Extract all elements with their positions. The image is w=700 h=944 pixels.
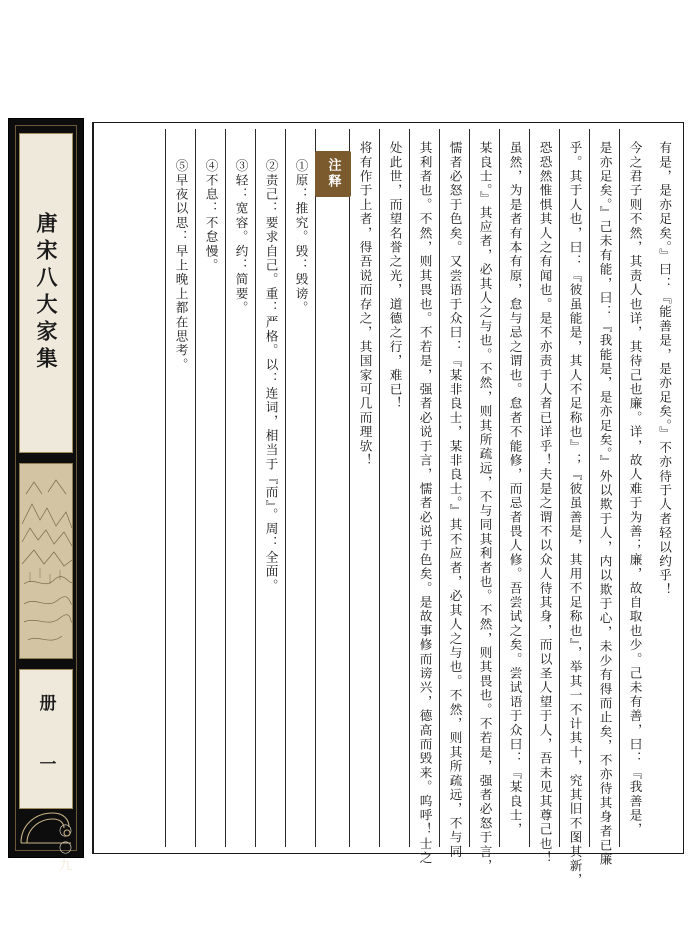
notes-heading-column (315, 129, 349, 847)
landscape-illustration-svg (20, 464, 73, 659)
note-column (285, 129, 315, 847)
volume-panel (19, 669, 73, 809)
column-text: 将有作于上者，得吾说而存之，其国家可几而理欤！ (357, 141, 373, 468)
text-column (379, 129, 409, 847)
text-block (92, 122, 684, 888)
note-text: ③轻：宽容。约：简要。 (233, 159, 249, 316)
text-column (469, 129, 499, 874)
landscape-illustration (19, 463, 73, 659)
text-column (529, 129, 559, 866)
note-column (195, 129, 225, 847)
column-text: 其利者也。不然，则其畏也。不若是，强者必说于言，懦者必说于色矣。是故事修而谤兴，德高而毁来。呜呼！士之 (417, 141, 433, 866)
text-column (499, 129, 529, 847)
note-text: ⑤早夜以思：早上晚上都在思考。 (173, 159, 189, 372)
column-text: 有是，是亦足矣。』曰：『能善是，是亦足矣。』不亦待于人者轻以约乎！ (657, 141, 672, 597)
notes-heading-label: 注释 (325, 158, 341, 190)
text-column (409, 129, 439, 866)
column-text: 虽然，为是者有本有原，怠与忌之谓也。怠者不能修，而忌者畏人修。吾尝试之矣。尝试语于众曰：『某良士， (507, 141, 523, 837)
column-text: 恐恐然惟惧其人之有闻也。是不亦责于人者已详乎！夫是之谓不以众人待其身，而以圣人望于人，吾未见其尊己也！ (537, 141, 553, 866)
note-column (225, 129, 255, 847)
text-column (619, 129, 649, 847)
column-text: 是亦足矣。』己未有能，曰：『我能是，是亦足矣。』外以欺于人，内以欺于心，未少有得而止矣，不亦待其身者已廉 (597, 141, 613, 867)
column-text: 今之君子则不然，其责人也详，其待己也廉。详，故人难于为善；廉，故自取也少。己未有善，曰：『我善是， (627, 141, 643, 837)
text-column (439, 129, 469, 859)
note-text: ②责己：要求自己。重：严格。以：连词，相当于『而』。周：全面。 (263, 159, 279, 593)
vertical-columns (94, 123, 683, 888)
text-column (649, 129, 679, 847)
note-text: ④不息：不怠慢。 (203, 159, 219, 273)
text-column (589, 129, 619, 867)
column-text: 乎。其于人也，曰：『彼虽能是，其人不足称也』；『彼虽善是，其用不足称也』，举其一不计其十，究其旧不图其新， (567, 141, 583, 888)
note-text: ①原：推究。毁：毁谤。 (293, 159, 309, 316)
text-column (559, 129, 589, 888)
page-number: 〇〇九 (56, 823, 71, 875)
book-title: 唐宋八大家集 (34, 212, 59, 374)
book-spine (8, 118, 84, 875)
column-text: 处此世，而望名誉之光，道德之行，难已！ (387, 141, 403, 411)
corner-flourish-ornament (17, 803, 75, 847)
text-column (349, 129, 379, 847)
column-text: 某良士。』其应者，必其人之与也。不然，则其所疏远，不与同其利者也。不然，则其畏也。不若是，强者必怒于言， (477, 141, 493, 874)
notes-heading-badge (315, 151, 351, 197)
spine-title-panel (19, 133, 73, 453)
note-column (165, 129, 195, 847)
volume-label: 册 一 (35, 694, 56, 784)
column-text: 懦者必怒于色矣。又尝语于众曰：『某非良士，某非良士。』其不应者，必其人之与也。不然，则其所疏远，不与同 (447, 141, 463, 859)
note-column (255, 129, 285, 847)
